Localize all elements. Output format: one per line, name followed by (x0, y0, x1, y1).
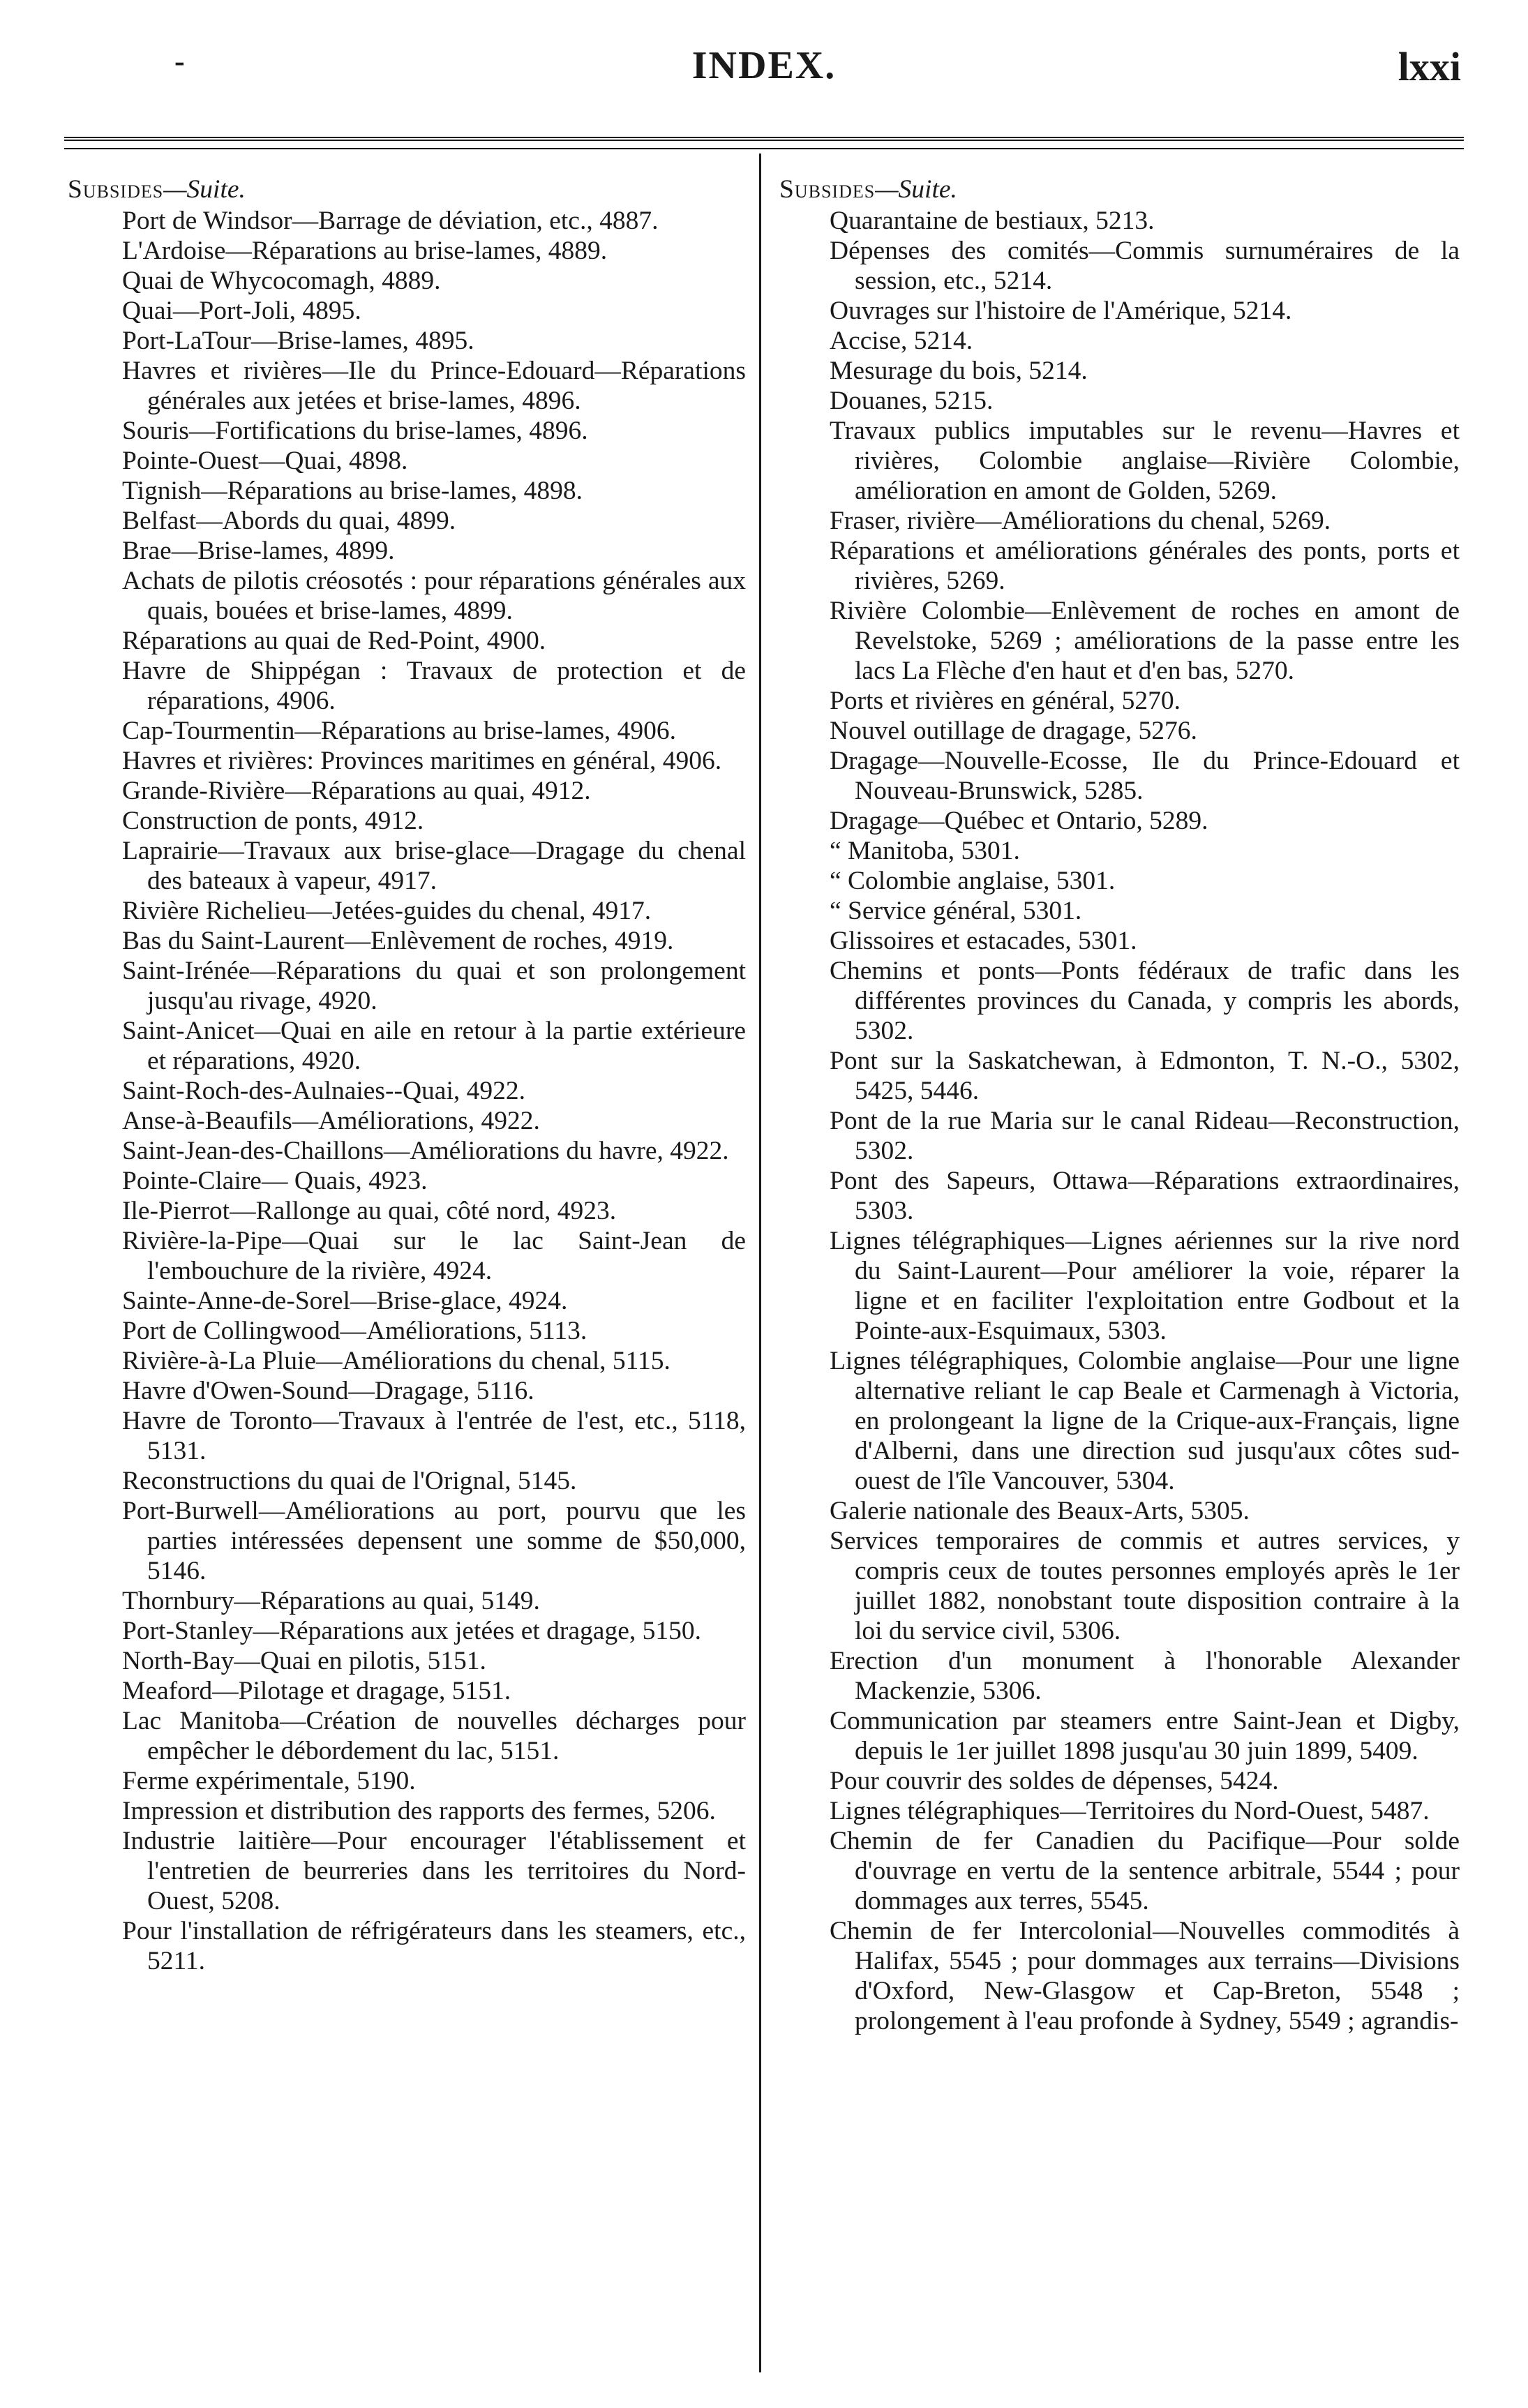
section-suffix: —Suite. (163, 175, 246, 204)
index-entry (68, 326, 746, 356)
index-entry (68, 1706, 746, 1766)
index-entry (779, 836, 1460, 866)
section-suffix: —Suite. (875, 175, 957, 204)
index-entry (779, 1046, 1460, 1106)
index-entry-text: Belfast—Abords du quai, 4899. (122, 507, 456, 535)
index-entry-text: Pointe-Ouest—Quai, 4898. (122, 447, 408, 475)
index-entry-text: Pont sur la Saskatchewan, à Edmonton, T. N.-O., 5302, 5425, 5446. (830, 1047, 1460, 1105)
index-entry (68, 1076, 746, 1106)
index-entry (779, 806, 1460, 836)
index-entry (68, 1916, 746, 1976)
index-entry-text: Havre de Shippégan : Travaux de protection et de réparations, 4906. (122, 657, 746, 715)
index-entry-text: Fraser, rivière—Améliorations du chenal, 5269. (830, 507, 1331, 535)
index-entry (68, 446, 746, 476)
index-entry (68, 1616, 746, 1646)
index-entry-text: Saint-Roch-des-Aulnaies--Quai, 4922. (122, 1077, 525, 1105)
index-entry (779, 536, 1460, 596)
index-entry-text: Achats de pilotis créosotés : pour réparations générales aux quais, bouées et brise-lames, 4899. (122, 567, 746, 625)
right-column (779, 174, 1460, 2036)
index-entry (779, 506, 1460, 536)
index-entry (68, 476, 746, 506)
index-entry (779, 1346, 1460, 1496)
index-entry-text: Havres et rivières—Ile du Prince-Edouard—Réparations générales aux jetées et brise-lames, 4896. (122, 357, 746, 415)
index-entry (68, 1646, 746, 1676)
index-entry (68, 1316, 746, 1346)
section-label: Subsides (779, 175, 876, 204)
index-entry (68, 776, 746, 806)
index-entry-text: Pont de la rue Maria sur le canal Rideau—Reconstruction, 5302. (830, 1107, 1460, 1165)
index-entry-text: “ Service général, 5301. (830, 897, 1082, 925)
index-entry (68, 896, 746, 926)
left-entry-list (68, 206, 746, 1976)
index-entry (68, 1496, 746, 1586)
index-entry (779, 416, 1460, 506)
index-entry (68, 716, 746, 746)
index-entry (68, 1196, 746, 1226)
index-entry (779, 1496, 1460, 1526)
index-entry-text: Grande-Rivière—Réparations au quai, 4912. (122, 777, 591, 805)
section-heading (779, 174, 1460, 204)
index-entry-text: Havre d'Owen-Sound—Dragage, 5116. (122, 1377, 534, 1405)
index-entry (68, 266, 746, 296)
index-entry (68, 656, 746, 716)
index-entry (779, 896, 1460, 926)
index-entry-text: Dragage—Québec et Ontario, 5289. (830, 807, 1208, 835)
index-entry-text: Chemin de fer Intercolonial—Nouvelles commodités à Halifax, 5545 ; pour dommages aux terrains—Divisions d'Oxford, New-Glasgow et Cap-Breton, 5548 ; prolongement à l'eau profonde à Sydney, 5549 ; agrandis- (830, 1917, 1460, 2035)
index-entry-text: Quarantaine de bestiaux, 5213. (830, 207, 1155, 235)
index-entry-text: Cap-Tourmentin—Réparations au brise-lames, 4906. (122, 717, 677, 745)
header-rule-thin (64, 148, 1464, 149)
page-number: lxxi (1398, 44, 1461, 89)
index-entry-text: Accise, 5214. (830, 327, 973, 355)
index-entry (68, 236, 746, 266)
index-entry (68, 836, 746, 896)
index-entry (779, 386, 1460, 416)
index-entry-text: Pont des Sapeurs, Ottawa—Réparations extraordinaires, 5303. (830, 1167, 1460, 1225)
index-entry (68, 296, 746, 326)
index-entry-text: Brae—Brise-lames, 4899. (122, 537, 395, 565)
index-entry (68, 1586, 746, 1616)
index-entry-text: Ferme expérimentale, 5190. (122, 1767, 416, 1795)
index-entry (779, 356, 1460, 386)
index-entry (68, 1796, 746, 1826)
index-entry-text: Industrie laitière—Pour encourager l'établissement et l'entretien de beurreries dans les territoires du Nord-Ouest, 5208. (122, 1827, 746, 1915)
index-entry (68, 1286, 746, 1316)
index-entry-text: Tignish—Réparations au brise-lames, 4898. (122, 477, 583, 505)
index-entry-text: Quai de Whycocomagh, 4889. (122, 267, 441, 295)
index-entry-text: Services temporaires de commis et autres services, y compris ceux de toutes personnes employés après le 1er juillet 1882, nonobstant toute disposition contraire à la loi du service civil, 5306. (830, 1527, 1460, 1645)
left-column (68, 174, 746, 1976)
index-entry (779, 236, 1460, 296)
index-entry (779, 1796, 1460, 1826)
index-entry (779, 716, 1460, 746)
index-entry-text: Lignes télégraphiques, Colombie anglaise—Pour une ligne alternative reliant le cap Beale et Carmenagh à Victoria, en prolongeant la ligne de la Crique-aux-Français, ligne d'Alberni, dans une direction sud jusqu'aux côtes sud-ouest de l'île Vancouver, 5304. (830, 1347, 1460, 1495)
index-entry-text: Dragage—Nouvelle-Ecosse, Ile du Prince-Edouard et Nouveau-Brunswick, 5285. (830, 747, 1460, 805)
index-entry-text: Douanes, 5215. (830, 387, 994, 415)
index-entry-text: Construction de ponts, 4912. (122, 807, 424, 835)
index-entry (779, 926, 1460, 956)
index-entry (779, 956, 1460, 1046)
index-entry (68, 746, 746, 776)
index-entry-text: Bas du Saint-Laurent—Enlèvement de roches, 4919. (122, 927, 674, 955)
index-entry-text: Erection d'un monument à l'honorable Alexander Mackenzie, 5306. (830, 1647, 1460, 1705)
index-entry (779, 746, 1460, 806)
header-rule-double (64, 137, 1464, 141)
index-entry-text: Port-LaTour—Brise-lames, 4895. (122, 327, 474, 355)
index-entry-text: L'Ardoise—Réparations au brise-lames, 4889. (122, 237, 608, 265)
index-entry (779, 596, 1460, 686)
index-entry-text: Saint-Jean-des-Chaillons—Améliorations du havre, 4922. (122, 1137, 729, 1165)
index-entry-text: Rivière Richelieu—Jetées-guides du chenal, 4917. (122, 897, 652, 925)
right-entry-list (779, 206, 1460, 2036)
index-entry (68, 956, 746, 1016)
index-entry-text: Réparations et améliorations générales des ponts, ports et rivières, 5269. (830, 537, 1460, 595)
index-entry (779, 1166, 1460, 1226)
index-entry (68, 1676, 746, 1706)
index-entry (68, 626, 746, 656)
index-entry-text: Rivière Colombie—Enlèvement de roches en amont de Revelstoke, 5269 ; améliorations de la passe entre les lacs La Flèche d'en haut et d'en bas, 5270. (830, 597, 1460, 685)
index-entry-text: Port de Windsor—Barrage de déviation, etc., 4887. (122, 207, 659, 235)
index-entry-text: Glissoires et estacades, 5301. (830, 927, 1137, 955)
index-entry-text: Lac Manitoba—Création de nouvelles décharges pour empêcher le débordement du lac, 5151. (122, 1707, 746, 1765)
index-entry (779, 326, 1460, 356)
index-entry-text: Ouvrages sur l'histoire de l'Amérique, 5214. (830, 297, 1292, 325)
index-entry-text: Port-Burwell—Améliorations au port, pourvu que les parties intéressées depensent une somme de $50,000, 5146. (122, 1497, 746, 1585)
index-entry-text: Port-Stanley—Réparations aux jetées et dragage, 5150. (122, 1617, 701, 1645)
index-entry (68, 1826, 746, 1916)
index-entry-text: Nouvel outillage de dragage, 5276. (830, 717, 1197, 745)
index-entry (68, 416, 746, 446)
index-entry-text: Galerie nationale des Beaux-Arts, 5305. (830, 1497, 1250, 1525)
section-heading (68, 174, 746, 204)
index-entry-text: Pour l'installation de réfrigérateurs dans les steamers, etc., 5211. (122, 1917, 746, 1975)
index-entry-text: Communication par steamers entre Saint-Jean et Digby, depuis le 1er juillet 1898 jusqu'au 30 juin 1899, 5409. (830, 1707, 1460, 1765)
index-entry (68, 206, 746, 236)
index-entry (68, 1346, 746, 1376)
index-entry (68, 1226, 746, 1286)
index-entry (68, 506, 746, 536)
index-entry (779, 1526, 1460, 1646)
index-entry-text: Reconstructions du quai de l'Orignal, 5145. (122, 1467, 577, 1495)
index-entry-text: Ports et rivières en général, 5270. (830, 687, 1181, 715)
index-entry-text: Havre de Toronto—Travaux à l'entrée de l'est, etc., 5118, 5131. (122, 1407, 746, 1465)
index-entry (68, 1406, 746, 1466)
index-entry-text: Meaford—Pilotage et dragage, 5151. (122, 1677, 511, 1705)
index-entry-text: Anse-à-Beaufils—Améliorations, 4922. (122, 1107, 540, 1135)
index-entry-text: “ Manitoba, 5301. (830, 837, 1020, 865)
header-left-mark: - (174, 44, 185, 78)
page-title: INDEX. (691, 44, 837, 87)
index-entry (68, 1016, 746, 1076)
index-entry-text: Rivière-à-La Pluie—Améliorations du chenal, 5115. (122, 1347, 671, 1375)
index-entry (68, 1136, 746, 1166)
index-entry-text: Quai—Port-Joli, 4895. (122, 297, 361, 325)
index-entry (779, 206, 1460, 236)
index-entry (68, 1766, 746, 1796)
index-entry (779, 1766, 1460, 1796)
index-entry (68, 1106, 746, 1136)
index-entry (68, 926, 746, 956)
section-label: Subsides (68, 175, 164, 204)
index-entry-text: Réparations au quai de Red-Point, 4900. (122, 627, 546, 655)
index-entry-text: Chemin de fer Canadien du Pacifique—Pour solde d'ouvrage en vertu de la sentence arbitrale, 5544 ; pour dommages aux terres, 5545. (830, 1827, 1460, 1915)
index-entry (779, 1706, 1460, 1766)
index-entry (779, 1916, 1460, 2036)
index-entry (779, 296, 1460, 326)
index-entry (68, 1166, 746, 1196)
index-entry (68, 566, 746, 626)
index-entry-text: North-Bay—Quai en pilotis, 5151. (122, 1647, 486, 1675)
index-entry (68, 806, 746, 836)
index-entry (779, 1826, 1460, 1916)
index-entry (779, 1226, 1460, 1346)
index-entry (779, 866, 1460, 896)
index-entry (68, 356, 746, 416)
index-entry-text: Lignes télégraphiques—Lignes aériennes sur la rive nord du Saint-Laurent—Pour améliorer la voie, réparer la ligne et en faciliter l'exploitation entre Godbout et la Pointe-aux-Esquimaux, 5303. (830, 1227, 1460, 1345)
index-entry-text: Sainte-Anne-de-Sorel—Brise-glace, 4924. (122, 1287, 568, 1315)
index-entry-text: Saint-Anicet—Quai en aile en retour à la partie extérieure et réparations, 4920. (122, 1017, 746, 1075)
index-entry-text: Pointe-Claire— Quais, 4923. (122, 1167, 428, 1195)
index-entry-text: Lignes télégraphiques—Territoires du Nord-Ouest, 5487. (830, 1797, 1430, 1825)
index-entry (68, 1466, 746, 1496)
index-entry-text: Travaux publics imputables sur le revenu—Havres et rivières, Colombie anglaise—Rivière Colombie, amélioration en amont de Golden, 5269. (830, 417, 1460, 505)
index-entry-text: Souris—Fortifications du brise-lames, 4896. (122, 417, 588, 445)
index-entry-text: Rivière-la-Pipe—Quai sur le lac Saint-Jean de l'embouchure de la rivière, 4924. (122, 1227, 746, 1285)
index-entry-text: Havres et rivières: Provinces maritimes en général, 4906. (122, 747, 722, 775)
column-divider (759, 154, 761, 2372)
index-entry-text: Chemins et ponts—Ponts fédéraux de trafic dans les différentes provinces du Canada, y compris les abords, 5302. (830, 957, 1460, 1045)
index-entry-text: Impression et distribution des rapports des fermes, 5206. (122, 1797, 716, 1825)
index-entry-text: Saint-Irénée—Réparations du quai et son prolongement jusqu'au rivage, 4920. (122, 957, 746, 1015)
index-entry (779, 1646, 1460, 1706)
index-entry-text: Laprairie—Travaux aux brise-glace—Dragage du chenal des bateaux à vapeur, 4917. (122, 837, 746, 895)
index-entry-text: Pour couvrir des soldes de dépenses, 5424. (830, 1767, 1279, 1795)
index-entry (779, 1106, 1460, 1166)
index-entry (68, 1376, 746, 1406)
index-entry-text: Mesurage du bois, 5214. (830, 357, 1088, 385)
index-entry (68, 536, 746, 566)
index-entry-text: Dépenses des comités—Commis surnuméraires de la session, etc., 5214. (830, 237, 1460, 295)
index-entry-text: “ Colombie anglaise, 5301. (830, 867, 1116, 895)
index-entry-text: Port de Collingwood—Améliorations, 5113. (122, 1317, 587, 1345)
index-entry (779, 686, 1460, 716)
index-entry-text: Ile-Pierrot—Rallonge au quai, côté nord, 4923. (122, 1197, 617, 1225)
index-entry-text: Thornbury—Réparations au quai, 5149. (122, 1587, 540, 1615)
